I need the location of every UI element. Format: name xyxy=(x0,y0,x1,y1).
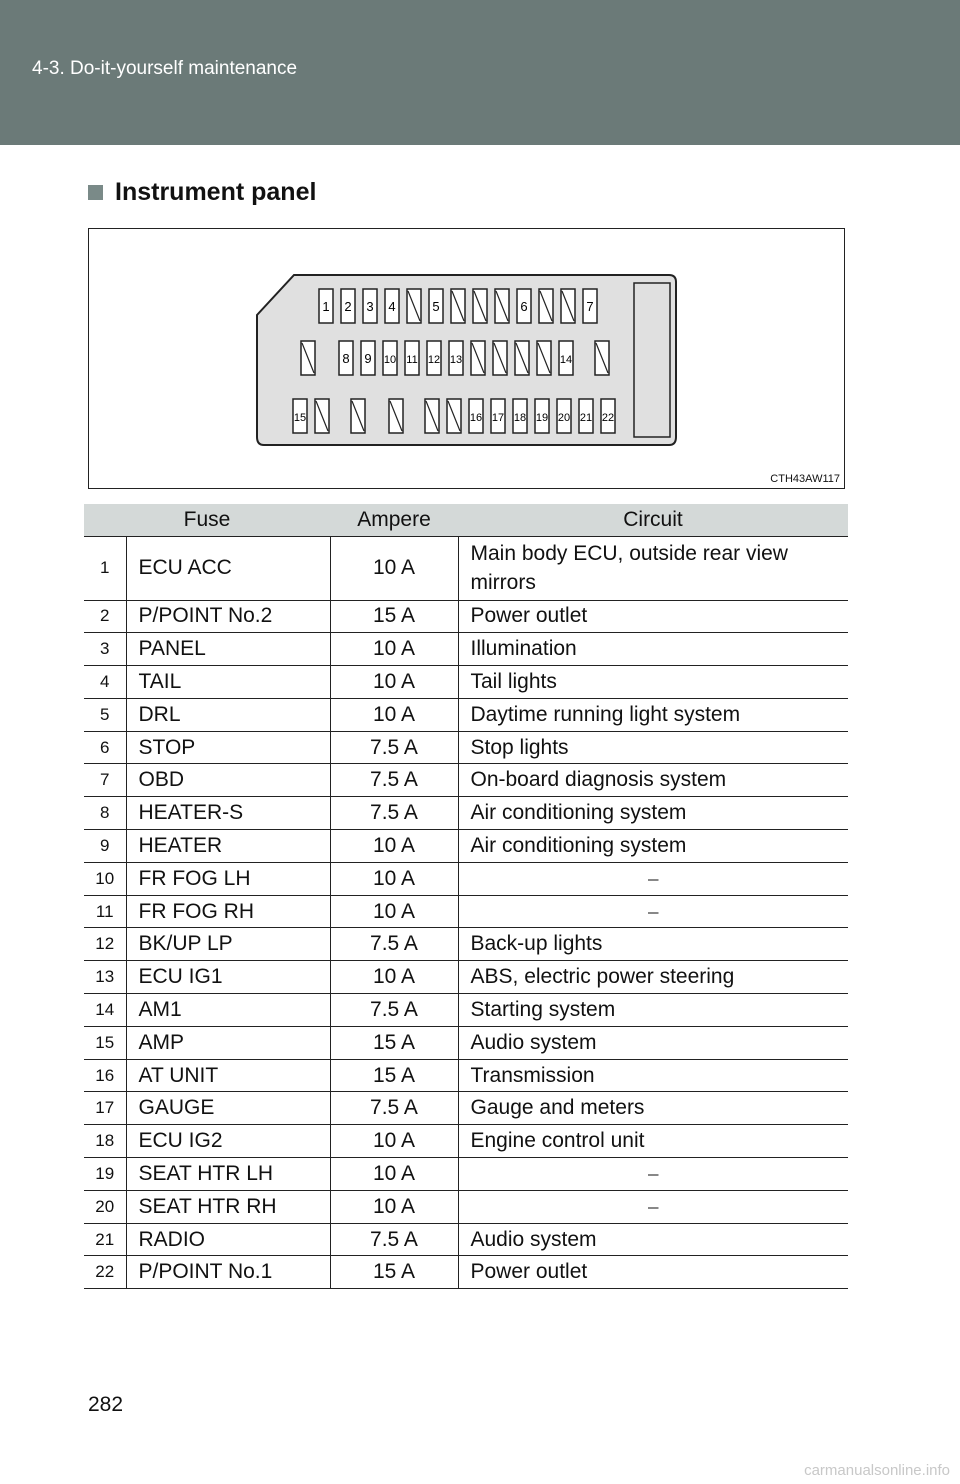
fuse-circuit: Starting system xyxy=(458,994,848,1027)
fuse-circuit: ABS, electric power steering xyxy=(458,961,848,994)
fuse-ampere: 15 A xyxy=(330,1059,458,1092)
fuse-circuit: Back-up lights xyxy=(458,928,848,961)
fuse-number: 11 xyxy=(84,895,126,928)
column-header-circuit: Circuit xyxy=(458,504,848,536)
table-row xyxy=(84,698,848,731)
fuse-number: 2 xyxy=(84,600,126,633)
heading-text: Instrument panel xyxy=(115,178,317,206)
svg-text:3: 3 xyxy=(366,299,374,314)
svg-text:14: 14 xyxy=(559,354,573,366)
empty-slot xyxy=(301,341,315,375)
fuse-slot-8 xyxy=(339,341,353,375)
fuse-slot-19 xyxy=(535,399,549,433)
svg-text:1: 1 xyxy=(322,299,330,314)
fuse-ampere: 10 A xyxy=(330,666,458,699)
empty-slot xyxy=(471,341,485,375)
table-row xyxy=(84,862,848,895)
fuse-circuit: Illumination xyxy=(458,633,848,666)
table-row xyxy=(84,895,848,928)
fuse-name: BK/UP LP xyxy=(126,928,330,961)
fuse-slot-10 xyxy=(383,341,397,375)
fuse-name: AMP xyxy=(126,1026,330,1059)
empty-slot xyxy=(351,399,365,433)
fuse-circuit: Gauge and meters xyxy=(458,1092,848,1125)
fuse-ampere: 10 A xyxy=(330,1190,458,1223)
fuse-circuit: Stop lights xyxy=(458,731,848,764)
fuse-slot-16 xyxy=(469,399,483,433)
fuse-ampere: 10 A xyxy=(330,862,458,895)
empty-slot xyxy=(539,289,553,323)
table-row xyxy=(84,764,848,797)
fuse-circuit: ⎯ xyxy=(458,1190,848,1223)
svg-text:13: 13 xyxy=(449,354,463,366)
square-bullet-icon xyxy=(88,185,103,200)
fuse-name: PANEL xyxy=(126,633,330,666)
fuse-slot-17 xyxy=(491,399,505,433)
table-row xyxy=(84,536,848,600)
fuse-slot-9 xyxy=(361,341,375,375)
fuse-number: 17 xyxy=(84,1092,126,1125)
fuse-slot-2 xyxy=(341,289,355,323)
fuse-circuit: Audio system xyxy=(458,1026,848,1059)
fuse-slot-6 xyxy=(517,289,531,323)
page-number: 282 xyxy=(88,1393,124,1416)
fuse-name: FR FOG LH xyxy=(126,862,330,895)
table-row xyxy=(84,666,848,699)
table-row xyxy=(84,1059,848,1092)
section-title: 4-3. Do-it-yourself maintenance xyxy=(32,58,298,79)
fuse-number: 7 xyxy=(84,764,126,797)
empty-slot xyxy=(389,399,403,433)
fuse-slot-18 xyxy=(513,399,527,433)
fuse-ampere: 15 A xyxy=(330,1026,458,1059)
svg-text:5: 5 xyxy=(432,299,440,314)
fuse-name: DRL xyxy=(126,698,330,731)
fuse-table xyxy=(84,504,848,1289)
svg-text:17: 17 xyxy=(491,412,505,424)
table-row xyxy=(84,1026,848,1059)
empty-slot xyxy=(537,341,551,375)
svg-text:18: 18 xyxy=(513,412,527,424)
fuse-slot-5 xyxy=(429,289,443,323)
empty-slot xyxy=(473,289,487,323)
fuse-circuit: Main body ECU, outside rear view mirrors xyxy=(458,536,848,600)
table-row xyxy=(84,1190,848,1223)
fuse-number: 1 xyxy=(84,536,126,600)
svg-text:21: 21 xyxy=(579,412,593,424)
fuse-ampere: 10 A xyxy=(330,698,458,731)
fuse-number: 8 xyxy=(84,797,126,830)
fuse-circuit: Power outlet xyxy=(458,1256,848,1289)
fuse-ampere: 7.5 A xyxy=(330,1092,458,1125)
fuse-slot-14 xyxy=(559,341,573,375)
svg-text:12: 12 xyxy=(427,354,441,366)
fuse-slot-13 xyxy=(449,341,463,375)
fuse-slot-22 xyxy=(601,399,615,433)
table-row xyxy=(84,830,848,863)
fuse-name: ECU ACC xyxy=(126,536,330,600)
empty-slot xyxy=(447,399,461,433)
fuse-number: 16 xyxy=(84,1059,126,1092)
svg-text:9: 9 xyxy=(364,351,372,366)
table-row xyxy=(84,994,848,1027)
page-heading xyxy=(88,178,316,207)
fuse-ampere: 7.5 A xyxy=(330,1223,458,1256)
svg-text:6: 6 xyxy=(520,299,528,314)
empty-slot xyxy=(315,399,329,433)
empty-slot xyxy=(561,289,575,323)
fuse-box-side-slot xyxy=(634,283,670,437)
fuse-number: 20 xyxy=(84,1190,126,1223)
svg-text:19: 19 xyxy=(535,412,549,424)
fuse-ampere: 15 A xyxy=(330,1256,458,1289)
fuse-circuit: Engine control unit xyxy=(458,1125,848,1158)
fuse-ampere: 10 A xyxy=(330,633,458,666)
table-row xyxy=(84,1125,848,1158)
watermark: carmanualsonline.info xyxy=(804,1462,950,1479)
fuse-number: 4 xyxy=(84,666,126,699)
empty-slot xyxy=(451,289,465,323)
empty-slot xyxy=(407,289,421,323)
table-row xyxy=(84,928,848,961)
fuse-number: 15 xyxy=(84,1026,126,1059)
fuse-name: SEAT HTR LH xyxy=(126,1158,330,1191)
fuse-name: GAUGE xyxy=(126,1092,330,1125)
fuse-ampere: 7.5 A xyxy=(330,928,458,961)
fuse-number: 5 xyxy=(84,698,126,731)
fuse-ampere: 15 A xyxy=(330,600,458,633)
fuse-name: RADIO xyxy=(126,1223,330,1256)
fuse-name: STOP xyxy=(126,731,330,764)
fuse-circuit: Power outlet xyxy=(458,600,848,633)
fuse-name: ECU IG2 xyxy=(126,1125,330,1158)
fuse-name: TAIL xyxy=(126,666,330,699)
table-row xyxy=(84,1092,848,1125)
table-row xyxy=(84,1223,848,1256)
fuse-circuit: ⎯ xyxy=(458,895,848,928)
svg-text:22: 22 xyxy=(601,412,615,424)
fuse-circuit: Air conditioning system xyxy=(458,830,848,863)
fuse-box-illustration xyxy=(89,229,846,490)
fuse-slot-12 xyxy=(427,341,441,375)
fuse-number: 22 xyxy=(84,1256,126,1289)
fuse-circuit: On-board diagnosis system xyxy=(458,764,848,797)
svg-text:2: 2 xyxy=(344,299,352,314)
table-row xyxy=(84,961,848,994)
fuse-slot-15 xyxy=(293,399,307,433)
fuse-number: 13 xyxy=(84,961,126,994)
fuse-circuit: Daytime running light system xyxy=(458,698,848,731)
fuse-ampere: 10 A xyxy=(330,1158,458,1191)
empty-slot xyxy=(595,341,609,375)
fuse-name: SEAT HTR RH xyxy=(126,1190,330,1223)
fuse-name: HEATER xyxy=(126,830,330,863)
empty-slot xyxy=(495,289,509,323)
fuse-slot-21 xyxy=(579,399,593,433)
svg-text:8: 8 xyxy=(342,351,350,366)
fuse-slot-4 xyxy=(385,289,399,323)
fuse-circuit: Audio system xyxy=(458,1223,848,1256)
fuse-slot-3 xyxy=(363,289,377,323)
fuse-ampere: 10 A xyxy=(330,961,458,994)
table-row xyxy=(84,1158,848,1191)
column-header-ampere: Ampere xyxy=(330,504,458,536)
fuse-circuit: Tail lights xyxy=(458,666,848,699)
svg-text:16: 16 xyxy=(469,412,483,424)
svg-text:4: 4 xyxy=(388,299,396,314)
fuse-circuit: ⎯ xyxy=(458,862,848,895)
fuse-circuit: ⎯ xyxy=(458,1158,848,1191)
fuse-slot-7 xyxy=(583,289,597,323)
fuse-number: 18 xyxy=(84,1125,126,1158)
fuse-slot-11 xyxy=(405,341,419,375)
column-header-fuse: Fuse xyxy=(84,504,330,536)
empty-slot xyxy=(493,341,507,375)
fuse-slot-20 xyxy=(557,399,571,433)
table-row xyxy=(84,731,848,764)
empty-slot xyxy=(425,399,439,433)
fuse-name: FR FOG RH xyxy=(126,895,330,928)
fuse-ampere: 10 A xyxy=(330,536,458,600)
svg-text:11: 11 xyxy=(406,354,418,366)
fuse-name: AM1 xyxy=(126,994,330,1027)
header-band xyxy=(0,0,960,145)
fuse-number: 10 xyxy=(84,862,126,895)
fuse-name: AT UNIT xyxy=(126,1059,330,1092)
fuse-ampere: 7.5 A xyxy=(330,731,458,764)
fuse-number: 9 xyxy=(84,830,126,863)
fuse-ampere: 10 A xyxy=(330,895,458,928)
fuse-name: P/POINT No.1 xyxy=(126,1256,330,1289)
fuse-name: P/POINT No.2 xyxy=(126,600,330,633)
fuse-ampere: 7.5 A xyxy=(330,797,458,830)
fuse-circuit: Air conditioning system xyxy=(458,797,848,830)
fuse-ampere: 7.5 A xyxy=(330,994,458,1027)
fuse-circuit: Transmission xyxy=(458,1059,848,1092)
fuse-name: HEATER-S xyxy=(126,797,330,830)
fuse-number: 19 xyxy=(84,1158,126,1191)
table-header-row xyxy=(84,504,848,536)
diagram-code: CTH43AW117 xyxy=(770,473,840,485)
fuse-slot-1 xyxy=(319,289,333,323)
empty-slot xyxy=(515,341,529,375)
table-row xyxy=(84,797,848,830)
fuse-name: OBD xyxy=(126,764,330,797)
svg-text:10: 10 xyxy=(383,354,397,366)
fuse-number: 6 xyxy=(84,731,126,764)
svg-text:7: 7 xyxy=(586,299,594,314)
table-row xyxy=(84,600,848,633)
fuse-ampere: 10 A xyxy=(330,1125,458,1158)
fuse-number: 12 xyxy=(84,928,126,961)
table-row xyxy=(84,633,848,666)
svg-text:15: 15 xyxy=(293,412,307,424)
fuse-number: 14 xyxy=(84,994,126,1027)
table-row xyxy=(84,1256,848,1289)
fuse-number: 3 xyxy=(84,633,126,666)
fuse-ampere: 10 A xyxy=(330,830,458,863)
fuse-name: ECU IG1 xyxy=(126,961,330,994)
fuse-box-diagram xyxy=(88,228,845,489)
fuse-number: 21 xyxy=(84,1223,126,1256)
svg-text:20: 20 xyxy=(557,412,571,424)
fuse-ampere: 7.5 A xyxy=(330,764,458,797)
